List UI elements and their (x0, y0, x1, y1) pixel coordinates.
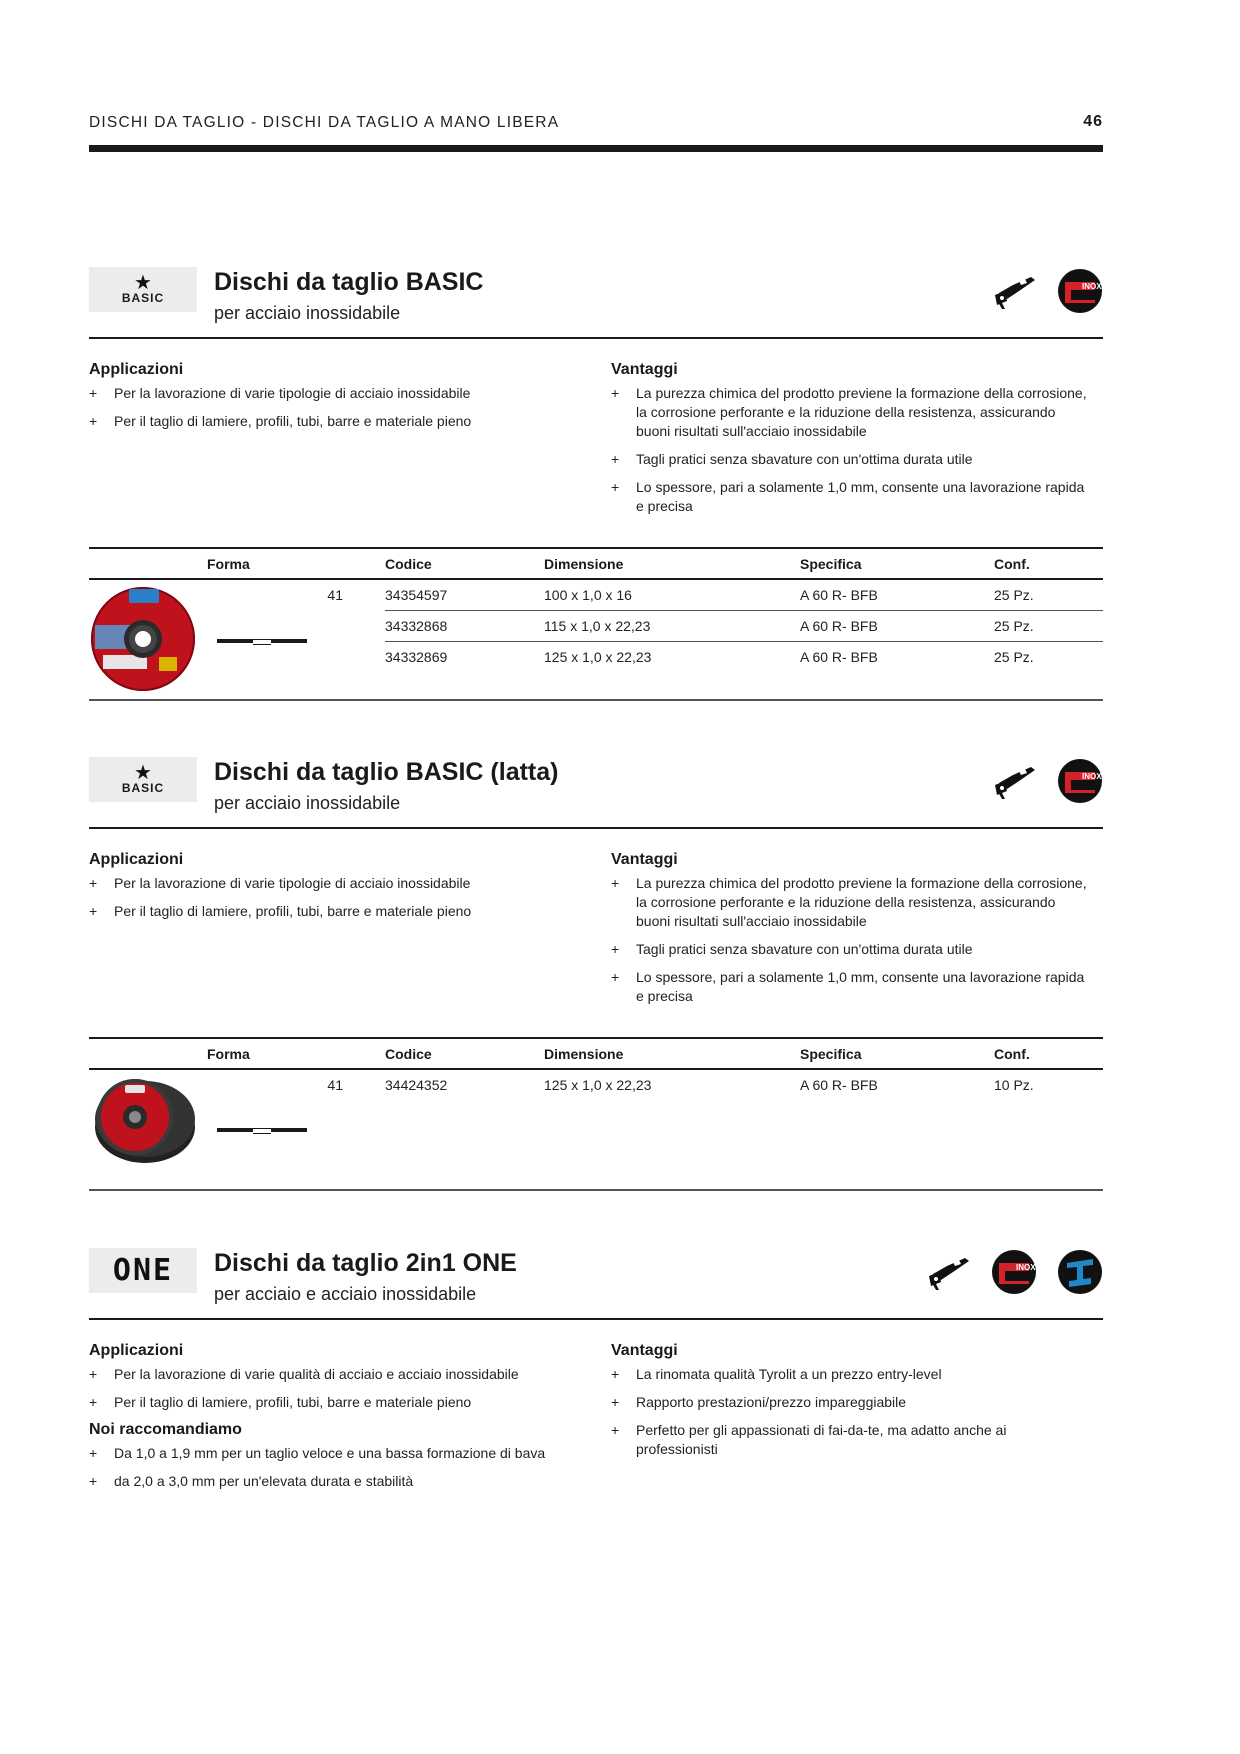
codice-cell: 34354597 (385, 579, 544, 610)
applicazioni-column (89, 361, 569, 440)
section-details (89, 1320, 1103, 1520)
raccomandiamo-heading: Noi raccomandiamo (89, 1421, 242, 1438)
badge-label: BASIC (121, 781, 165, 795)
col-header-forma: Forma (207, 548, 385, 579)
conf-cell: 25 Pz. (994, 579, 1103, 610)
header-rule (89, 145, 1103, 152)
dimensione-cell: 125 x 1,0 x 22,23 (544, 648, 652, 665)
applicazioni-column (89, 851, 569, 930)
dimensione-cell: 100 x 1,0 x 16 (544, 579, 800, 610)
table-bottom-rule (89, 1189, 1103, 1191)
star-icon: ★ (134, 272, 152, 294)
product-section-basic-latta (89, 757, 1103, 1093)
inox-icon (991, 1249, 1037, 1295)
one-logo: ONE (112, 1252, 174, 1288)
form-41-profile (217, 639, 307, 643)
section-subtitle: per acciaio inossidabile (214, 793, 401, 813)
list-item: + La purezza chimica del prodotto previene la formazione della corrosione, la corrosione perforante e la riduzione della resistenza, assicurando buoni risultati sull'acciaio inossidabile (611, 874, 1091, 931)
conf-cell: 25 Pz. (994, 648, 1034, 665)
application-icons (991, 267, 1103, 315)
application-icons (925, 1248, 1103, 1296)
specifica-cell: A 60 R- BFB (800, 648, 878, 665)
basic-badge (89, 757, 197, 802)
svg-text:INOX: INOX (1082, 772, 1102, 781)
vantaggi-heading: Vantaggi (611, 361, 678, 378)
product-section-2in1-one (89, 1248, 1103, 1520)
table-row (89, 1069, 1103, 1100)
section-title: Dischi da taglio 2in1 ONE (214, 1249, 517, 1277)
dimensione-cell: 125 x 1,0 x 22,23 (544, 1077, 652, 1093)
list-item: + Per la lavorazione di varie tipologie di acciaio inossidabile (89, 874, 569, 893)
page-header (89, 112, 1103, 152)
list-item: + Tagli pratici senza sbavature con un'ottima durata utile (611, 940, 1091, 959)
angle-grinder-icon (991, 758, 1037, 804)
table-header-row (89, 1038, 1103, 1069)
cutting-disc-image (89, 585, 197, 698)
table-row (89, 579, 1103, 610)
svg-text:INOX: INOX (1082, 282, 1102, 291)
col-header-codice: Codice (385, 1038, 544, 1069)
list-item: + Per la lavorazione di varie tipologie di acciaio inossidabile (89, 384, 569, 403)
forma-value: 41 (327, 1077, 343, 1093)
section-header (89, 757, 1103, 829)
table-row (89, 641, 1103, 672)
star-icon: ★ (134, 762, 152, 784)
list-item: + Per la lavorazione di varie qualità di acciaio e acciaio inossidabile (89, 1365, 569, 1384)
steel-icon (1057, 1249, 1103, 1295)
conf-cell: 10 Pz. (994, 1077, 1034, 1093)
product-table (89, 1037, 1103, 1100)
col-header-dimensione: Dimensione (544, 1038, 800, 1069)
codice-cell: 34332869 (385, 648, 448, 665)
list-item: + Rapporto prestazioni/prezzo impareggiabile (611, 1393, 1091, 1412)
list-item: + La purezza chimica del prodotto previene la formazione della corrosione, la corrosione perforante e la riduzione della resistenza, assicurando buoni risultati sull'acciaio inossidabile (611, 384, 1091, 441)
product-table (89, 547, 1103, 672)
section-subtitle: per acciaio inossidabile (214, 303, 401, 323)
list-item: + Lo spessore, pari a solamente 1,0 mm, consente una lavorazione rapida e precisa (611, 968, 1091, 1006)
col-header-specifica: Specifica (800, 548, 994, 579)
col-header-forma: Forma (207, 1038, 385, 1069)
list-item: + Per il taglio di lamiere, profili, tubi, barre e materiale pieno (89, 412, 569, 431)
table-row (89, 610, 1103, 641)
vantaggi-column (611, 851, 1091, 1015)
forma-value: 41 (327, 587, 343, 603)
page-header-title: DISCHI DA TAGLIO - DISCHI DA TAGLIO A MANO LIBERA (89, 114, 560, 131)
list-item: + Per il taglio di lamiere, profili, tubi, barre e materiale pieno (89, 902, 569, 921)
page-number: 46 (1083, 113, 1103, 130)
angle-grinder-icon (991, 268, 1037, 314)
inox-icon (1057, 268, 1103, 314)
applicazioni-column (89, 1342, 569, 1500)
conf-cell: 25 Pz. (994, 610, 1103, 641)
col-header-conf: Conf. (994, 548, 1103, 579)
table-header-row (89, 548, 1103, 579)
application-icons (991, 757, 1103, 805)
one-badge (89, 1248, 197, 1293)
vantaggi-heading: Vantaggi (611, 851, 678, 868)
list-item: + Da 1,0 a 1,9 mm per un taglio veloce e una bassa formazione di bava (89, 1444, 569, 1463)
badge-label: BASIC (121, 291, 165, 305)
vantaggi-column (611, 361, 1091, 525)
cutting-disc-tin-image (89, 1075, 197, 1170)
table-bottom-rule (89, 699, 1103, 701)
inox-icon (1057, 758, 1103, 804)
product-section-basic (89, 267, 1103, 665)
section-subtitle: per acciaio e acciaio inossidabile (214, 1284, 477, 1304)
vantaggi-column (611, 1342, 1091, 1468)
vantaggi-heading: Vantaggi (611, 1342, 678, 1359)
col-header-conf: Conf. (994, 1038, 1103, 1069)
applicazioni-heading: Applicazioni (89, 851, 184, 868)
section-title: Dischi da taglio BASIC (latta) (214, 758, 559, 786)
list-item: + da 2,0 a 3,0 mm per un'elevata durata e stabilità (89, 1472, 569, 1491)
applicazioni-heading: Applicazioni (89, 1342, 184, 1359)
codice-cell: 34332868 (385, 610, 544, 641)
section-header (89, 267, 1103, 339)
list-item: + La rinomata qualità Tyrolit a un prezzo entry-level (611, 1365, 1091, 1384)
col-header-specifica: Specifica (800, 1038, 994, 1069)
form-41-profile (217, 1128, 307, 1132)
section-header (89, 1248, 1103, 1320)
section-details (89, 339, 1103, 539)
specifica-cell: A 60 R- BFB (800, 579, 994, 610)
applicazioni-heading: Applicazioni (89, 361, 184, 378)
col-header-codice: Codice (385, 548, 544, 579)
svg-text:INOX: INOX (1016, 1263, 1036, 1272)
list-item: + Per il taglio di lamiere, profili, tubi, barre e materiale pieno (89, 1393, 569, 1412)
specifica-cell: A 60 R- BFB (800, 1077, 878, 1093)
list-item: + Lo spessore, pari a solamente 1,0 mm, consente una lavorazione rapida e precisa (611, 478, 1091, 516)
col-header-dimensione: Dimensione (544, 548, 800, 579)
specifica-cell: A 60 R- BFB (800, 610, 994, 641)
list-item: + Perfetto per gli appassionati di fai-da-te, ma adatto anche ai professionisti (611, 1421, 1091, 1459)
basic-badge (89, 267, 197, 312)
section-details (89, 829, 1103, 1029)
dimensione-cell: 115 x 1,0 x 22,23 (544, 610, 800, 641)
codice-cell: 34424352 (385, 1077, 448, 1093)
list-item: + Tagli pratici senza sbavature con un'ottima durata utile (611, 450, 1091, 469)
section-title: Dischi da taglio BASIC (214, 268, 484, 296)
angle-grinder-icon (925, 1249, 971, 1295)
